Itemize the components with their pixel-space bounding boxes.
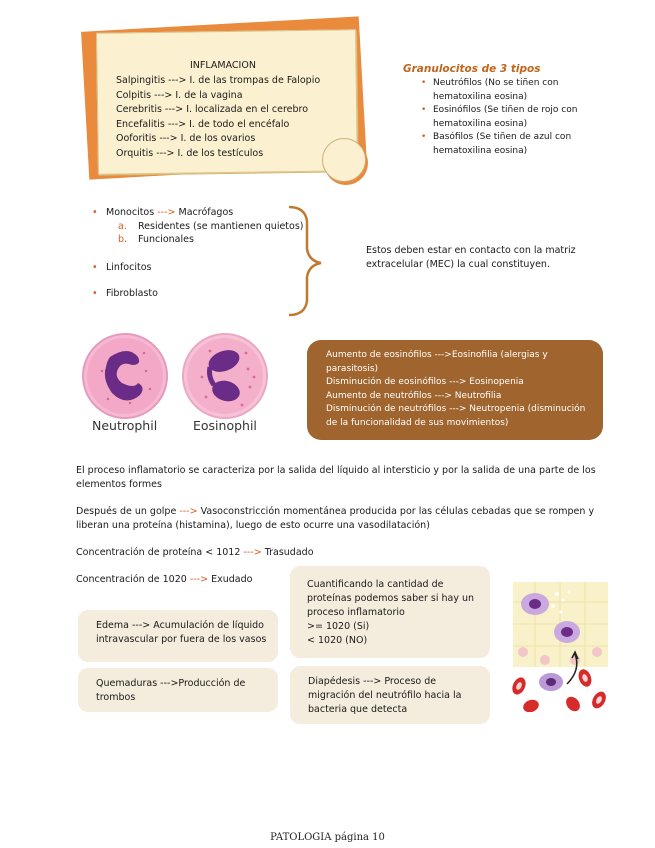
cuantificando-text [307, 578, 487, 648]
page-footer: PATOLOGIA página 10 [270, 832, 385, 843]
granulocitos-title: Granulocitos de 3 tipos [403, 63, 541, 75]
brown-box-line: Aumento de eosinófilos --->Eosinofilia (alergias y parasitosis) [326, 350, 548, 374]
mec-note: Estos deben estar en contacto con la matriz extracelular (MEC) la cual constituyen. [366, 245, 576, 270]
edema-text: Edema ---> Acumulación de líquido intravascular por fuera de los vasos [96, 620, 267, 645]
golpe-prefix: Después de un golpe [76, 506, 177, 517]
inflamacion-line: Encefalitis ---> I. de todo el encéfalo [116, 118, 290, 130]
subitem-funcionales [90, 233, 304, 247]
quemaduras-text: Quemaduras --->Producción de trombos [96, 678, 246, 703]
arrow-text: ---> [157, 207, 176, 218]
granulocito-item: • Basófilos (Se tiñen de azul con hematoxilina eosina) [421, 131, 601, 158]
cuantificando-line: >= 1020 (Si) [307, 621, 370, 632]
linfocitos-item: • Linfocitos [90, 261, 304, 275]
subitem-marker: b. [118, 234, 128, 245]
proceso-paragraph: El proceso inflamatorio se caracteriza por la salida del líquido al intersticio y por la salida de una parte de los elementos formes [76, 465, 596, 490]
monocitos-label: Monocitos [106, 207, 155, 218]
arrow-text: ---> [243, 547, 262, 558]
diapedesis-text: Diapédesis ---> Proceso de migración del neutrófilo hacia la bacteria que detecta [308, 676, 462, 715]
macrofagos-label: Macrófagos [178, 207, 234, 218]
brown-box-text [326, 349, 596, 430]
exudado-line [76, 573, 276, 587]
brown-box-line: Aumento de neutrófilos ---> Neutrofilia [326, 390, 502, 401]
golpe-paragraph [76, 505, 611, 533]
card-curl [322, 138, 366, 182]
exudado-prefix: Concentración de 1020 [76, 574, 187, 585]
inflamacion-line: Colpitis ---> I. de la vagina [116, 89, 243, 101]
brown-box-line: Disminución de eosinófilos ---> Eosinopenia [326, 377, 524, 387]
arrow-text: ---> [179, 506, 198, 517]
neutrophil-label: Neutrophil [92, 418, 158, 433]
cuantificando-line: proteínas podemos saber si hay un [307, 593, 475, 604]
granulocito-item: • Eosinófilos (Se tiñen de rojo con hematoxilina eosina) [421, 104, 601, 131]
brown-box-line: Disminución de neutrófilos ---> Neutropenia (disminución de la funcionalidad de sus movimientos) [326, 404, 586, 428]
trasudado-line [76, 546, 611, 560]
trasudado-prefix: Concentración de proteína < 1012 [76, 547, 241, 558]
inflamacion-line: Cerebritis ---> I. localizada en el cerebro [116, 104, 309, 115]
golpe-text: Vasoconstricción momentánea producida por las células cebadas que se rompen y liberan una proteína (histamina), luego de esto ocurre una vasodilatación) [76, 506, 595, 531]
inflamacion-line: Orquitis ---> I. de los testículos [116, 147, 264, 159]
monocitos-item [90, 206, 304, 220]
cuantificando-line: Cuantificando la cantidad de [307, 579, 444, 590]
trasudado-text: Trasudado [264, 547, 314, 558]
eosinophil-image [180, 331, 270, 421]
neutrophil-image [80, 331, 170, 421]
eosinophil-label: Eosinophil [193, 418, 257, 433]
cells-list [90, 206, 304, 301]
granulocitos-list [421, 77, 601, 158]
granulocito-item: • Neutrófilos (No se tiñen con hematoxilina eosina) [421, 77, 601, 104]
subitem-text: Residentes (se mantienen quietos) [138, 220, 304, 232]
inflamacion-line: Ooforitis ---> I. de los ovarios [116, 133, 256, 144]
exudado-text: Exudado [211, 574, 253, 585]
fibroblasto-item: • Fibroblasto [90, 287, 304, 301]
subitem-marker: a. [118, 220, 127, 232]
inflamacion-title: INFLAMACION [190, 60, 256, 71]
inflamacion-list [116, 74, 320, 161]
subitem-text: Funcionales [138, 234, 194, 245]
cuantificando-line: < 1020 (NO) [307, 635, 368, 646]
cuantificando-line: proceso inflamatorio [307, 607, 405, 618]
diapedesis-illustration [505, 582, 610, 712]
arrow-text: ---> [189, 574, 209, 585]
curly-brace-icon [287, 205, 335, 317]
subitem-residentes [90, 220, 304, 234]
inflamacion-line: Salpingitis ---> I. de las trompas de Falopio [116, 75, 321, 86]
